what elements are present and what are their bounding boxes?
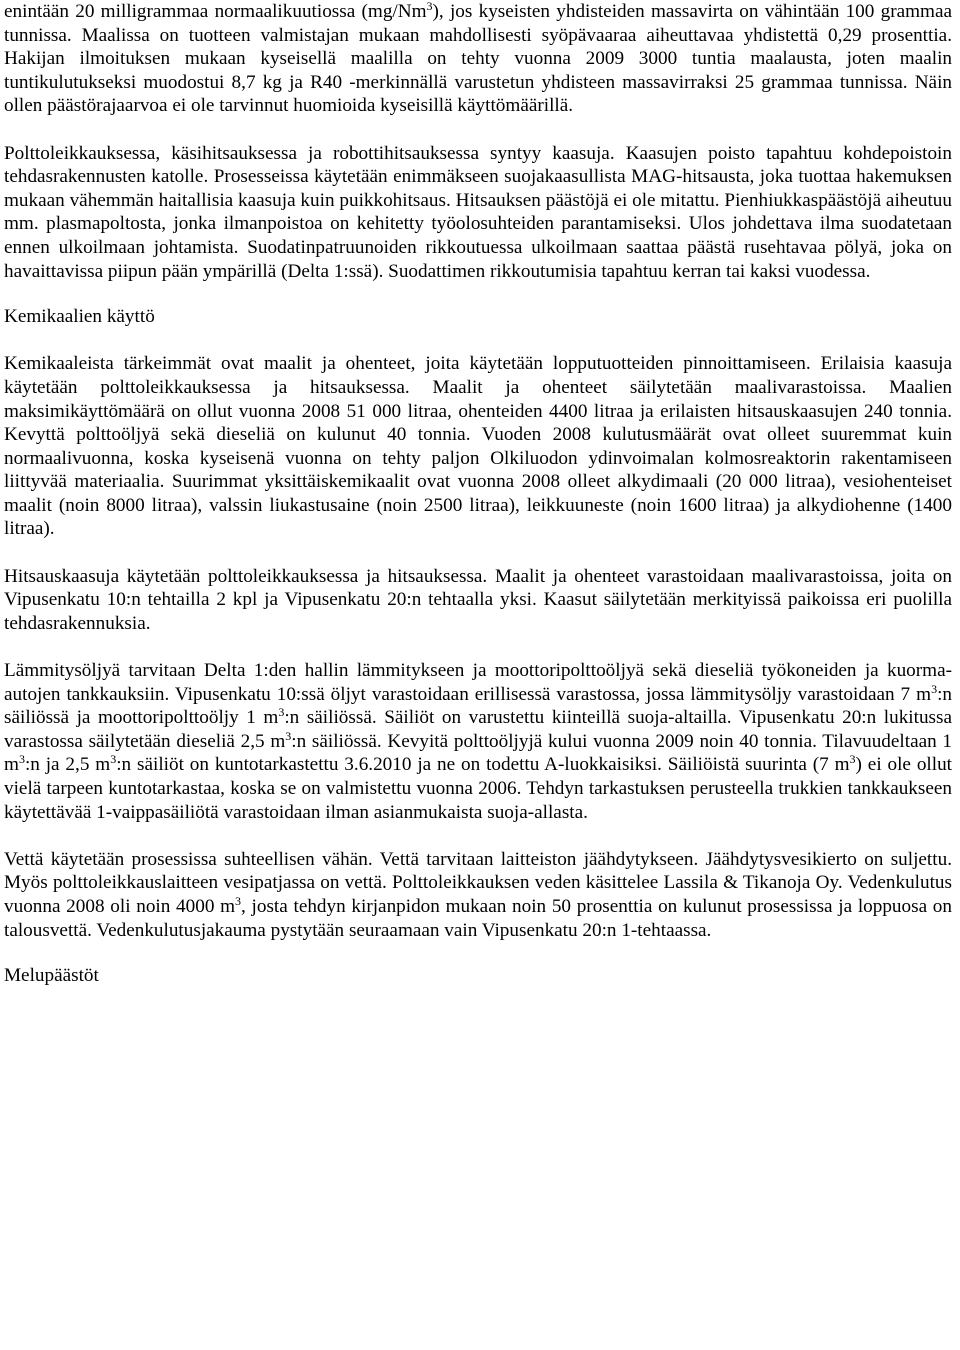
superscript: 3 — [110, 752, 117, 767]
document-page — [4, 0, 952, 988]
paragraph-text: :n säiliössä. Kevyitä polttoöljyjä kului vuonna 2009 noin 40 tonnia. Tilavuudeltaan 1 m — [4, 730, 952, 776]
paragraph-text: Lämmitysöljyä tarvitaan Delta 1:den hallin lämmitykseen ja moottoripolttoöljyä sekä dieseliä työkoneiden ja kuorma-autojen tankkauksiin. Vipusenkatu 10:ssä öljyt varastoidaan erillisessä varastossa, jossa lämmitysöljy varastoidaan 7 m — [4, 660, 952, 705]
superscript: 3 — [849, 752, 856, 767]
heading-noise-emissions: Melupäästöt — [4, 965, 99, 987]
superscript: 3 — [426, 0, 433, 13]
paragraph-text: :n säiliöt on kuntotarkastettu 3.6.2010 ja ne on todettu A-luokkaisiksi. Säiliöistä suurinta (7 m — [116, 754, 850, 776]
paragraph-water-usage — [4, 848, 952, 942]
superscript: 3 — [285, 728, 292, 743]
paragraph-text: ), jos kyseisten yhdisteiden massavirta on vähintään 100 grammaa tunnissa. Maalissa on tuotteen valmistajan mukaan mahdollisesti syöpävaaraa aiheuttavaa yhdistettä 0,29 prosenttia. Hakijan ilmoituksen mukaan kyseisellä maalilla on tehty vuonna 2009 3000 tuntia maalausta, joten maalin tuntikulutukseksi muodostui 8,7 kg ja R40 -merkinnällä varustetun yhdisteen massavirraksi 25 grammaa tunnissa. Näin ollen päästörajaarvoa ei ole tarvinnut huomioida kyseisillä käyttömäärillä. — [4, 1, 952, 117]
superscript: 3 — [931, 681, 938, 696]
paragraph-oil-storage — [4, 659, 952, 824]
paragraph-text: Vettä käytetään prosessissa suhteellisen vähän. Vettä tarvitaan laitteiston jäähdytykseen. Jäähdytysvesikierto on suljettu. Myös polttoleikkauslaitteen vesipatjassa on vettä. Polttoleikkauksen veden käsittelee Lassila & Tikanoja Oy. Vedenkulutus vuonna 2008 oli noin 4000 m — [4, 848, 952, 917]
superscript: 3 — [278, 705, 285, 720]
paragraph-text: enintään 20 milligrammaa normaalikuutiossa (mg/Nm — [4, 1, 427, 22]
paragraph-welding-gases: Polttoleikkauksessa, käsihitsauksessa ja robottihitsauksessa syntyy kaasuja. Kaasujen poisto tapahtuu kohdepoistoin tehdasrakennusten katolle. Prosesseissa käytetään enimmäkseen suojakaasullista MAG-hitsausta, joka tuottaa hakemuksen mukaan vähemmän haitallisia kaasuja kuin puikkohitsaus. Hitsauksen päästöjä ei ole mitattu. Pienhiukkaspäästöjä aiheutuu mm. plasmapoltosta, jonka ilmanpoistoa on kehitetty työolosuhteiden parantamiseksi. Ulos johdettava ilma suodatetaan ennen ulkoilmaan johtamista. Suodatinpatruunoiden rikkoutuessa ulkoilmaan saattaa päästä rusehtavaa pölyä, joka on havaittavissa piipun pään ympärillä (Delta 1:ssä). Suodattimen rikkoutumisia tapahtuu kerran tai kaksi vuodessa. — [4, 142, 952, 282]
superscript: 3 — [235, 893, 242, 908]
paragraph-chemicals-usage: Kemikaaleista tärkeimmät ovat maalit ja ohenteet, joita käytetään lopputuotteiden pinnoittamiseen. Erilaisia kaasuja käytetään polttoleikkauksessa ja hitsauksessa. Maalit ja ohenteet säilytetään maalivarastoissa. Maalien maksimikäyttömäärä on ollut vuonna 2008 51 000 litraa, ohenteiden 4400 litraa ja erilaisten hitsauskaasujen 240 tonnia. Kevyttä polttoöljyä sekä dieseliä on kulunut 40 tonnia. Vuoden 2008 kulutusmäärät ovat olleet suuremmat kuin normaalivuonna, koska kyseisenä vuonna on tehty paljon Olkiluodon ydinvoimalan kolmosreaktorin rakentamiseen liittyvää materiaalia. Suurimmat yksittäiskemikaalit ovat vuonna 2008 olleet alkydimaali (20 000 litraa), vesiohenteiset maalit (noin 8000 litraa), valssin liukastusaine (noin 2500 litraa), leikkuuneste (noin 1600 litraa) ja alkydiohenne (1400 litraa). — [4, 353, 952, 540]
paragraph-voc-emissions — [4, 0, 952, 118]
paragraph-text: , josta tehdyn kirjanpidon mukaan noin 50 prosenttia on kulunut prosessissa ja loppuosa on talousvettä. Vedenkulutusjakauma pystytään seuraamaan vain Vipusenkatu 20:n 1-tehtaassa. — [4, 895, 952, 941]
paragraph-text: :n säiliössä. Säiliöt on varustettu kiinteillä suoja-altailla. Vipusenkatu 20:n lukitussa varastossa säilytetään dieseliä 2,5 m — [4, 707, 952, 752]
paragraph-gas-storage: Hitsauskaasuja käytetään polttoleikkauksessa ja hitsauksessa. Maalit ja ohenteet varastoidaan maalivarastoissa, joita on Vipusenkatu 10:n tehtailla 2 kpl ja Vipusenkatu 20:n tehtaalla yksi. Kaasut säilytetään merkityissä paikoissa eri puolilla tehdasrakennuksia. — [4, 565, 952, 634]
paragraph-text: ) ei ole ollut vielä tarpeen kuntotarkastaa, koska se on valmistettu vuonna 2006. Tehdyn tarkastuksen perusteella trukkien tankkaukseen käytettävää 1-vaippasäiliötä varastoidaan ilman asianmukaista suoja-allasta. — [4, 754, 952, 823]
paragraph-text: :n säiliössä ja moottoripolttoöljy 1 m — [4, 683, 952, 729]
superscript: 3 — [18, 752, 25, 767]
paragraph-text: :n ja 2,5 m — [24, 754, 111, 776]
heading-chemicals: Kemikaalien käyttö — [4, 306, 155, 328]
